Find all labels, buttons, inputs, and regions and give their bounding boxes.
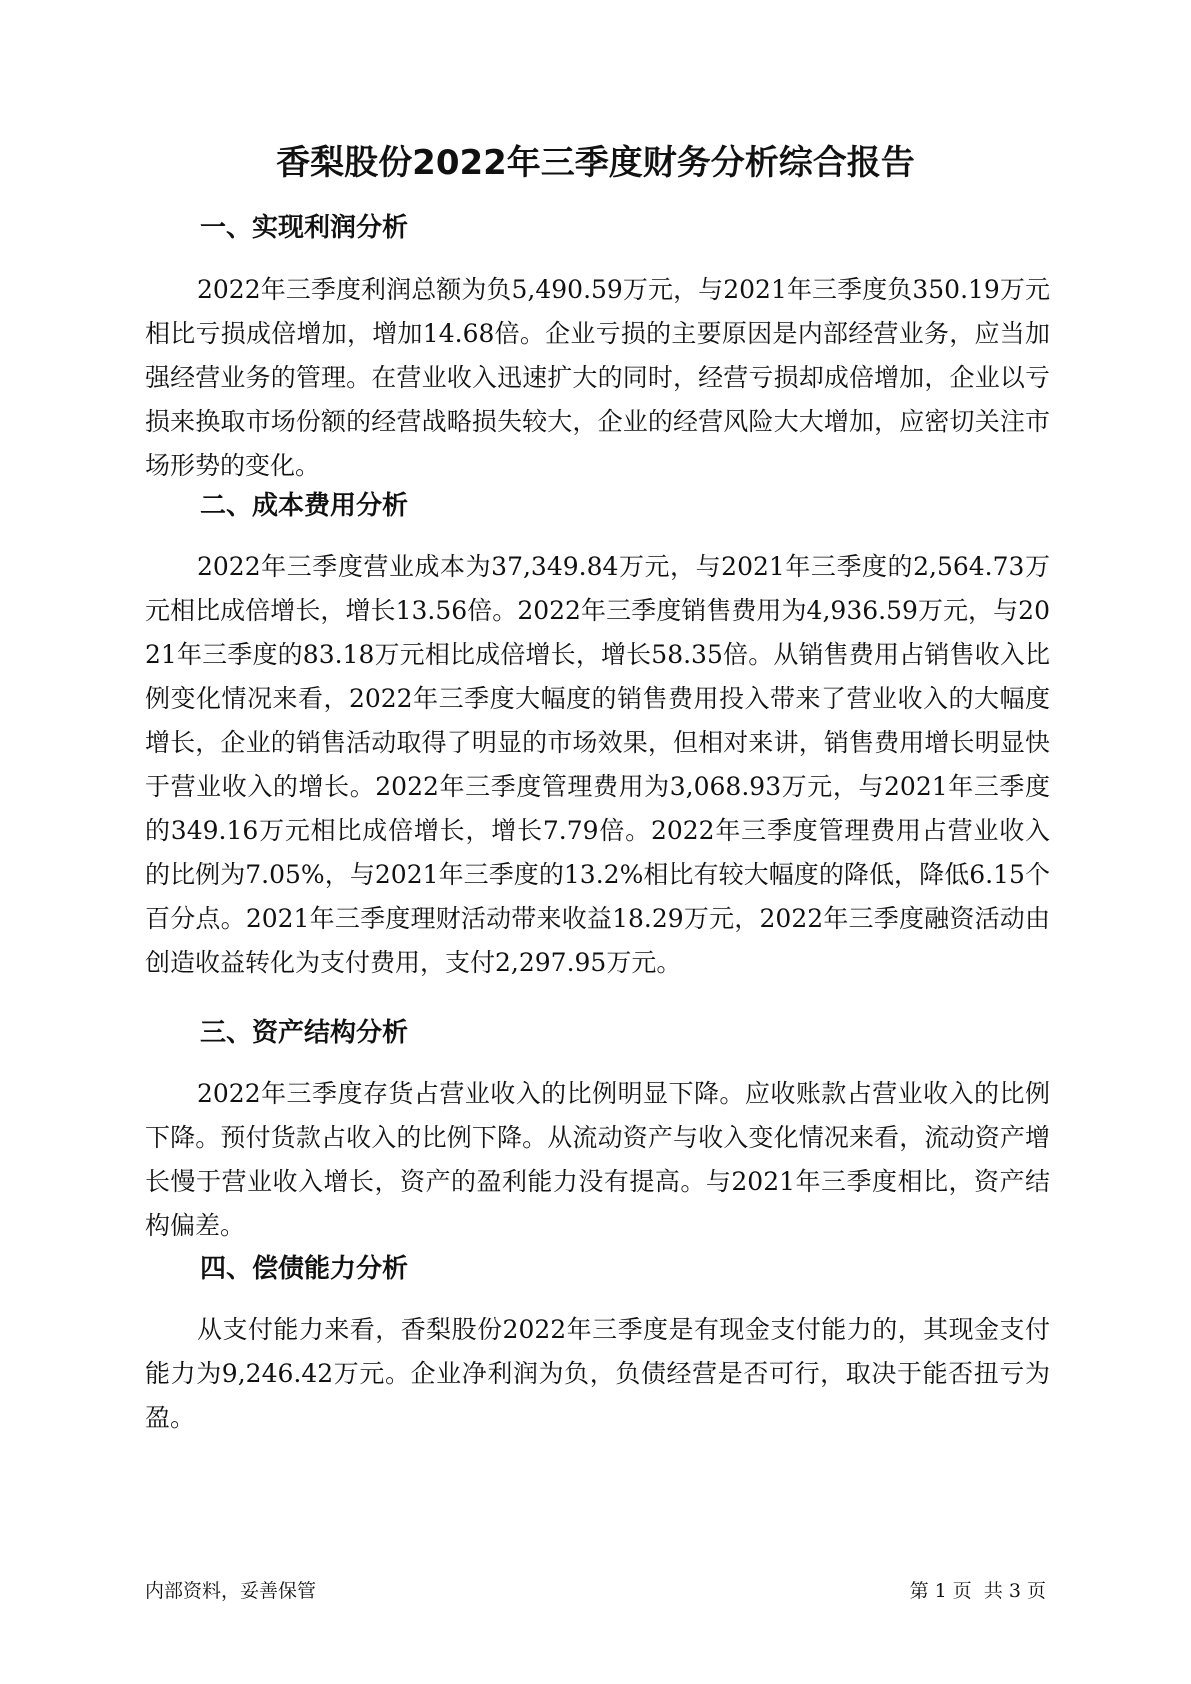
section-body-assets: 2022年三季度存货占营业收入的比例明显下降。应收账款占营业收入的比例下降。预付货款占收入的比例下降。从流动资产与收入变化情况来看，流动资产增长慢于营业收入增长，资产的盈利能力没有提高。与2021年三季度相比，资产结构偏差。 (145, 1079, 1050, 1240)
section-body-profit: 2022年三季度利润总额为负5,490.59万元，与2021年三季度负350.19万元相比亏损成倍增加，增加14.68倍。企业亏损的主要原因是内部经营业务，应当加强经营业务的管理。在营业收入迅速扩大的同时，经营亏损却成倍增加，企业以亏损来换取市场份额的经营战略损失较大，企业的经营风险大大增加，应密切关注市场形势的变化。 (145, 275, 1050, 480)
footer-confidential-note: 内部资料，妥善保管 (145, 1580, 317, 1602)
footer-page-number: 第 1 页 共 3 页 (909, 1580, 1046, 1602)
section-heading-profit: 一、实现利润分析 (200, 213, 409, 243)
section-heading-solvency: 四、偿债能力分析 (200, 1254, 409, 1284)
section-heading-cost: 二、成本费用分析 (200, 491, 409, 521)
section-heading-assets: 三、资产结构分析 (200, 1018, 409, 1048)
section-body-cost: 2022年三季度营业成本为37,349.84万元，与2021年三季度的2,564.73万元相比成倍增长，增长13.56倍。2022年三季度销售费用为4,936.59万元，与2021年三季度的83.18万元相比成倍增长，增长58.35倍。从销售费用占销售收入比例变化情况来看，2022年三季度大幅度的销售费用投入带来了营业收入的大幅度增长，企业的销售活动取得了明显的市场效果，但相对来讲，销售费用增长明显快于营业收入的增长。2022年三季度管理费用为3,068.93万元，与2021年三季度的349.16万元相比成倍增长，增长7.79倍。2022年三季度管理费用占营业收入的比例为7.05%，与2021年三季度的13.2%相比有较大幅度的降低，降低6.15个百分点。2021年三季度理财活动带来收益18.29万元，2022年三季度融资活动由创造收益转化为支付费用，支付2,297.95万元。 (145, 552, 1050, 977)
section-body-solvency: 从支付能力来看，香梨股份2022年三季度是有现金支付能力的，其现金支付能力为9,246.42万元。企业净利润为负，负债经营是否可行，取决于能否扭亏为盈。 (145, 1315, 1050, 1432)
report-title: 香梨股份2022年三季度财务分析综合报告 (276, 143, 915, 183)
